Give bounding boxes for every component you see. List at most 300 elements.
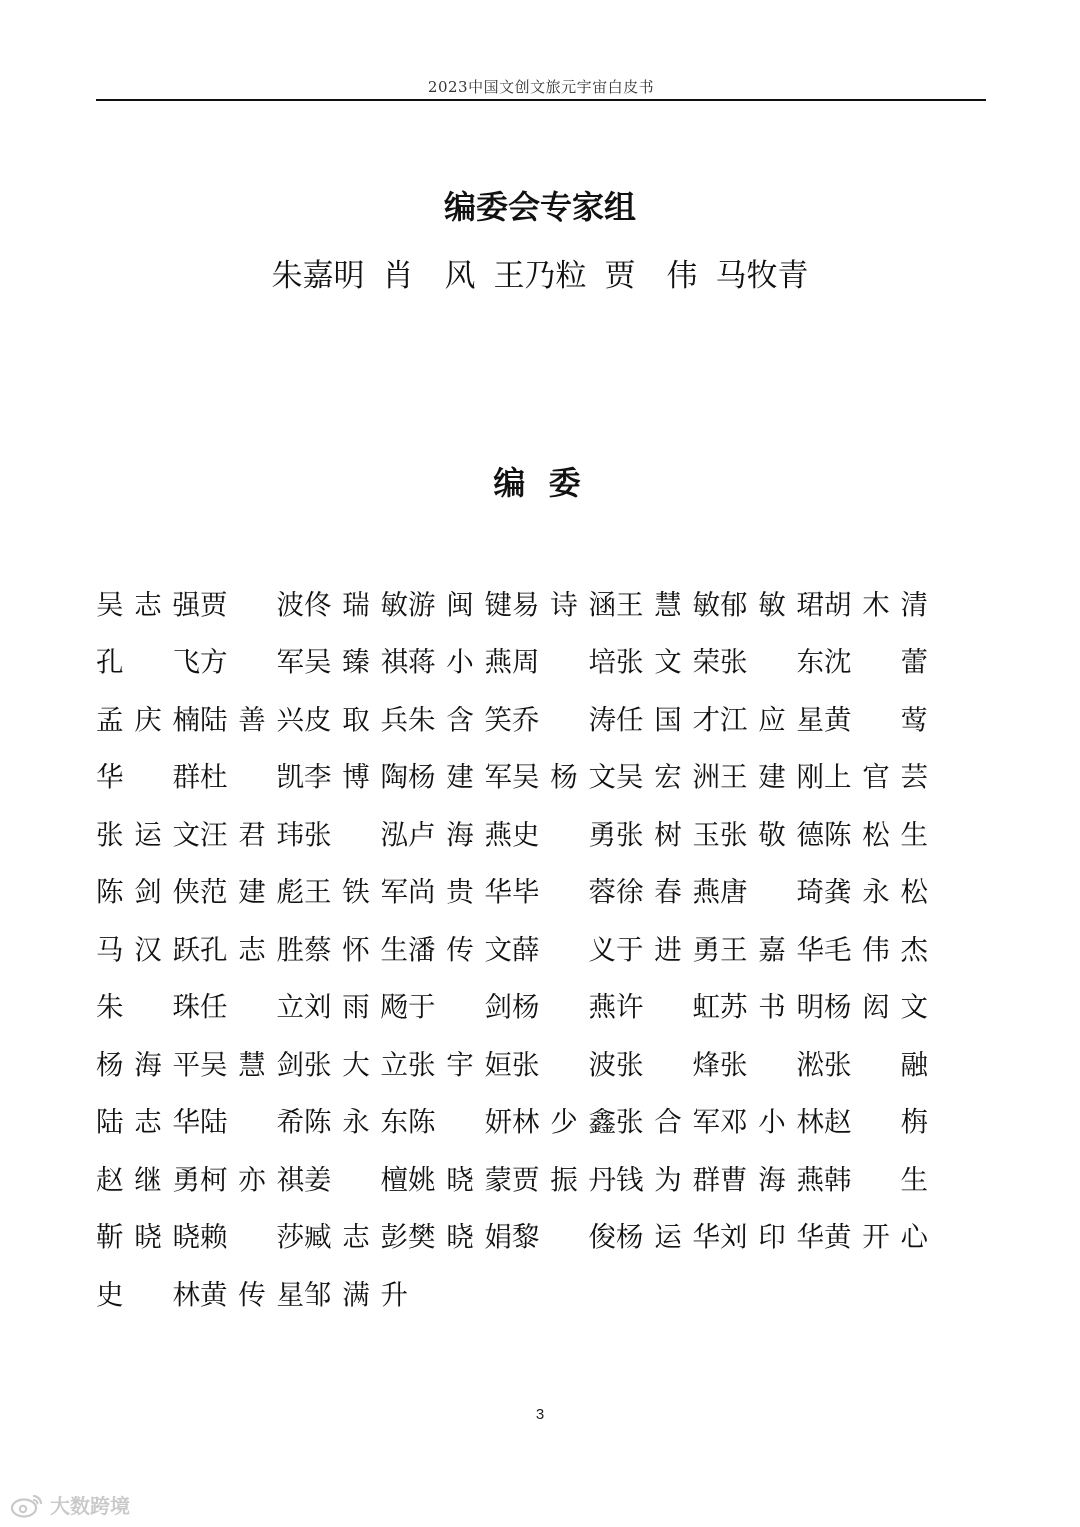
name-char: 杨 xyxy=(512,991,540,1024)
name-char: 黄 xyxy=(824,1221,852,1254)
committee-member-name xyxy=(512,1157,616,1197)
name-char: 慧 xyxy=(238,1048,266,1081)
committee-member-name xyxy=(200,639,304,679)
name-char: 娟 xyxy=(484,1221,512,1254)
name-char: 陈 xyxy=(408,1106,436,1139)
name-char: 继 xyxy=(134,1163,162,1196)
name-char: 杰 xyxy=(900,933,928,966)
running-header-title: 2023中国文创文旅元宇宙白皮书 xyxy=(427,78,655,96)
name-char: 文 xyxy=(484,933,512,966)
name-char: 运 xyxy=(654,1221,682,1254)
name-char: 闽 xyxy=(446,588,474,621)
name-char: 陈 xyxy=(304,1106,332,1139)
name-char: 张 xyxy=(408,1048,436,1081)
name-char: 孔 xyxy=(200,933,228,966)
name-char: 凯 xyxy=(276,761,304,794)
name-char: 张 xyxy=(616,1106,644,1139)
committee-member-name xyxy=(304,1157,408,1197)
committee-member-name xyxy=(720,1214,824,1254)
committee-member-name xyxy=(96,812,200,852)
name-char: 吴 xyxy=(616,761,644,794)
committee-member-name xyxy=(512,812,616,852)
name-char: 闳 xyxy=(862,991,890,1024)
name-char: 海 xyxy=(758,1163,786,1196)
watermark xyxy=(10,1490,130,1519)
committee-member-name xyxy=(96,927,200,967)
name-char: 群 xyxy=(172,761,200,794)
committee-member-name xyxy=(616,1214,720,1254)
name-char: 张 xyxy=(720,646,748,679)
committee-member-name xyxy=(408,927,512,967)
name-char: 陆 xyxy=(96,1106,124,1139)
name-char: 敏 xyxy=(758,588,786,621)
committee-member-name xyxy=(200,812,304,852)
name-char: 臻 xyxy=(342,646,370,679)
committee-member-name xyxy=(512,1042,616,1082)
committee-member-name xyxy=(720,1099,824,1139)
name-char: 怀 xyxy=(342,933,370,966)
committee-member-name xyxy=(408,754,512,794)
name-char: 泓 xyxy=(380,818,408,851)
committee-member-name xyxy=(824,812,928,852)
name-char: 黄 xyxy=(824,703,852,736)
name-char: 易 xyxy=(512,588,540,621)
name-char: 张 xyxy=(304,818,332,851)
committee-member-name xyxy=(720,869,824,909)
name-char: 含 xyxy=(446,703,474,736)
name-char: 俊 xyxy=(588,1221,616,1254)
name-char: 平 xyxy=(172,1048,200,1081)
name-char: 于 xyxy=(616,933,644,966)
name-char: 蕾 xyxy=(900,646,928,679)
name-char: 姚 xyxy=(408,1163,436,1196)
watermark-text: 大数跨境 xyxy=(50,1494,130,1518)
name-char: 涵 xyxy=(588,588,616,621)
member-row xyxy=(96,918,936,976)
name-char: 毛 xyxy=(824,933,852,966)
name-char: 杨 xyxy=(616,1221,644,1254)
name-char: 振 xyxy=(550,1163,578,1196)
name-char: 上 xyxy=(824,761,852,794)
name-char: 蒋 xyxy=(408,646,436,679)
name-char: 史 xyxy=(512,818,540,851)
name-char: 义 xyxy=(588,933,616,966)
name-char: 于 xyxy=(408,991,436,1024)
name-char: 嘉 xyxy=(758,933,786,966)
committee-member-name xyxy=(720,754,824,794)
name-char: 华 xyxy=(796,933,824,966)
name-char: 少 xyxy=(550,1106,578,1139)
name-char: 晓 xyxy=(134,1221,162,1254)
name-char: 薛 xyxy=(512,933,540,966)
name-char: 臧 xyxy=(304,1221,332,1254)
name-char: 军 xyxy=(380,876,408,909)
name-char: 蒙 xyxy=(484,1163,512,1196)
name-char: 满 xyxy=(342,1278,370,1311)
name-char: 建 xyxy=(758,761,786,794)
member-row xyxy=(96,803,936,861)
name-char: 敏 xyxy=(380,588,408,621)
name-char: 彭 xyxy=(380,1221,408,1254)
name-char: 强 xyxy=(172,588,200,621)
committee-member-name xyxy=(200,1042,304,1082)
committee-member-name xyxy=(824,869,928,909)
name-char: 诗 xyxy=(550,588,578,621)
name-char: 传 xyxy=(238,1278,266,1311)
committee-member-name xyxy=(304,1272,408,1312)
expert-name: 贾 伟 xyxy=(604,258,698,294)
name-char: 珠 xyxy=(172,991,200,1024)
committee-member-name xyxy=(512,927,616,967)
member-row xyxy=(96,976,936,1034)
name-char: 华 xyxy=(172,1106,200,1139)
name-char: 小 xyxy=(758,1106,786,1139)
name-char: 莎 xyxy=(276,1221,304,1254)
weibo-logo-icon xyxy=(10,1491,46,1519)
name-char: 游 xyxy=(408,588,436,621)
name-char: 星 xyxy=(796,703,824,736)
committee-member-name xyxy=(96,984,200,1024)
name-char: 波 xyxy=(588,1048,616,1081)
name-char: 赵 xyxy=(96,1163,124,1196)
name-char: 方 xyxy=(200,646,228,679)
expert-group-names xyxy=(0,250,1080,295)
committee-member-name xyxy=(408,582,512,622)
name-char: 军 xyxy=(692,1106,720,1139)
name-char: 笑 xyxy=(484,703,512,736)
name-char: 张 xyxy=(96,818,124,851)
committee-member-name xyxy=(616,697,720,737)
name-char: 皮 xyxy=(304,703,332,736)
name-char: 孔 xyxy=(96,646,124,679)
name-char: 升 xyxy=(380,1278,408,1311)
committee-member-name xyxy=(616,1157,720,1197)
committee-member-name xyxy=(616,582,720,622)
name-char: 华 xyxy=(484,876,512,909)
committee-member-name xyxy=(304,639,408,679)
name-char: 张 xyxy=(824,1048,852,1081)
name-char: 珺 xyxy=(796,588,824,621)
name-char: 晓 xyxy=(446,1221,474,1254)
name-char: 玉 xyxy=(692,818,720,851)
name-char: 刘 xyxy=(304,991,332,1024)
name-char: 潘 xyxy=(408,933,436,966)
name-char: 刘 xyxy=(720,1221,748,1254)
name-char: 朱 xyxy=(408,703,436,736)
committee-member-name xyxy=(408,697,512,737)
name-char: 赖 xyxy=(200,1221,228,1254)
name-char: 王 xyxy=(720,761,748,794)
name-char: 祺 xyxy=(276,1163,304,1196)
name-char: 生 xyxy=(900,818,928,851)
name-char: 邹 xyxy=(304,1278,332,1311)
name-char: 志 xyxy=(134,1106,162,1139)
name-char: 东 xyxy=(796,646,824,679)
name-char: 周 xyxy=(512,646,540,679)
name-char: 乔 xyxy=(512,703,540,736)
committee-member-name xyxy=(616,984,720,1024)
name-char: 任 xyxy=(616,703,644,736)
member-row xyxy=(96,688,936,746)
name-char: 佟 xyxy=(304,588,332,621)
name-char: 丹 xyxy=(588,1163,616,1196)
committee-member-name xyxy=(96,639,200,679)
name-char: 文 xyxy=(654,646,682,679)
name-char: 培 xyxy=(588,646,616,679)
name-char: 群 xyxy=(692,1163,720,1196)
name-char: 姜 xyxy=(304,1163,332,1196)
committee-member-name xyxy=(304,754,408,794)
member-row xyxy=(96,1033,936,1091)
name-char: 勇 xyxy=(172,1163,200,1196)
committee-member-name xyxy=(408,1042,512,1082)
name-char: 尚 xyxy=(408,876,436,909)
name-char: 志 xyxy=(134,588,162,621)
committee-member-name xyxy=(512,984,616,1024)
name-char: 文 xyxy=(900,991,928,1024)
committee-member-name xyxy=(200,984,304,1024)
name-char: 汪 xyxy=(200,818,228,851)
name-char: 马 xyxy=(96,933,124,966)
name-char: 贵 xyxy=(446,876,474,909)
name-char: 吴 xyxy=(304,646,332,679)
name-char: 善 xyxy=(238,703,266,736)
name-char: 慧 xyxy=(654,588,682,621)
name-char: 黄 xyxy=(200,1278,228,1311)
committee-member-name xyxy=(824,1157,928,1197)
name-char: 贾 xyxy=(512,1163,540,1196)
committee-member-name xyxy=(616,927,720,967)
committee-member-name xyxy=(720,1042,824,1082)
member-row xyxy=(96,746,936,804)
name-char: 博 xyxy=(342,761,370,794)
name-char: 清 xyxy=(900,588,928,621)
name-char: 松 xyxy=(900,876,928,909)
name-char: 玮 xyxy=(276,818,304,851)
name-char: 飞 xyxy=(172,646,200,679)
name-char: 军 xyxy=(276,646,304,679)
committee-member-name xyxy=(200,869,304,909)
name-char: 洲 xyxy=(692,761,720,794)
name-char: 兴 xyxy=(276,703,304,736)
name-char: 华 xyxy=(692,1221,720,1254)
name-char: 张 xyxy=(616,818,644,851)
name-char: 彪 xyxy=(276,876,304,909)
name-char: 王 xyxy=(616,588,644,621)
name-char: 海 xyxy=(134,1048,162,1081)
name-char: 希 xyxy=(276,1106,304,1139)
expert-name: 王乃粒 xyxy=(493,258,587,294)
name-char: 燕 xyxy=(796,1163,824,1196)
name-char: 木 xyxy=(862,588,890,621)
name-char: 汉 xyxy=(134,933,162,966)
name-char: 黎 xyxy=(512,1221,540,1254)
name-char: 杨 xyxy=(96,1048,124,1081)
name-char: 永 xyxy=(342,1106,370,1139)
name-char: 楠 xyxy=(172,703,200,736)
name-char: 剑 xyxy=(484,991,512,1024)
name-char: 海 xyxy=(446,818,474,851)
committee-member-name xyxy=(200,697,304,737)
committee-member-name xyxy=(720,639,824,679)
name-char: 燕 xyxy=(692,876,720,909)
name-char: 芸 xyxy=(900,761,928,794)
committee-member-name xyxy=(96,582,200,622)
committee-member-name xyxy=(720,697,824,737)
name-char: 剑 xyxy=(276,1048,304,1081)
name-char: 林 xyxy=(172,1278,200,1311)
name-char: 杨 xyxy=(550,761,578,794)
committee-member-name xyxy=(200,1157,304,1197)
committee-member-name xyxy=(304,869,408,909)
committee-member-name xyxy=(824,984,928,1024)
committee-member-name xyxy=(96,1214,200,1254)
committee-member-name xyxy=(512,639,616,679)
name-char: 张 xyxy=(720,818,748,851)
committee-member-name xyxy=(616,639,720,679)
expert-name: 肖 风 xyxy=(382,258,476,294)
name-char: 沈 xyxy=(824,646,852,679)
expert-name: 朱嘉明 xyxy=(271,258,365,294)
committee-member-name xyxy=(96,697,200,737)
name-char: 心 xyxy=(900,1221,928,1254)
name-char: 涛 xyxy=(588,703,616,736)
name-char: 贾 xyxy=(200,588,228,621)
committee-member-name xyxy=(616,754,720,794)
committee-member-name xyxy=(720,582,824,622)
name-char: 妍 xyxy=(484,1106,512,1139)
name-char: 林 xyxy=(796,1106,824,1139)
name-char: 勇 xyxy=(588,818,616,851)
committee-member-name xyxy=(824,927,928,967)
name-char: 晓 xyxy=(446,1163,474,1196)
name-char: 卢 xyxy=(408,818,436,851)
committee-member-name xyxy=(304,1042,408,1082)
name-char: 韩 xyxy=(824,1163,852,1196)
name-char: 传 xyxy=(446,933,474,966)
name-char: 立 xyxy=(380,1048,408,1081)
name-char: 志 xyxy=(238,933,266,966)
name-char: 胡 xyxy=(824,588,852,621)
committee-member-name xyxy=(304,984,408,1024)
name-char: 飏 xyxy=(380,991,408,1024)
committee-member-grid xyxy=(96,573,936,1321)
name-char: 文 xyxy=(172,818,200,851)
name-char: 书 xyxy=(758,991,786,1024)
committee-member-name xyxy=(304,812,408,852)
name-char: 陈 xyxy=(96,876,124,909)
committee-member-name xyxy=(200,1272,304,1312)
name-char: 许 xyxy=(616,991,644,1024)
name-char: 树 xyxy=(654,818,682,851)
name-char: 瑞 xyxy=(342,588,370,621)
name-char: 杨 xyxy=(824,991,852,1024)
name-char: 勇 xyxy=(692,933,720,966)
name-char: 邓 xyxy=(720,1106,748,1139)
name-char: 侠 xyxy=(172,876,200,909)
name-char: 范 xyxy=(200,876,228,909)
committee-member-name xyxy=(408,984,512,1024)
committee-member-name xyxy=(304,927,408,967)
name-char: 兵 xyxy=(380,703,408,736)
name-char: 樊 xyxy=(408,1221,436,1254)
committee-member-name xyxy=(824,754,928,794)
name-char: 钱 xyxy=(616,1163,644,1196)
name-char: 姮 xyxy=(484,1048,512,1081)
name-char: 建 xyxy=(446,761,474,794)
committee-member-name xyxy=(408,812,512,852)
committee-member-name xyxy=(616,1099,720,1139)
name-char: 徐 xyxy=(616,876,644,909)
committee-member-name xyxy=(408,869,512,909)
committee-member-name xyxy=(512,697,616,737)
committee-member-name xyxy=(96,1272,200,1312)
name-char: 琦 xyxy=(796,876,824,909)
name-char: 任 xyxy=(200,991,228,1024)
name-char: 宏 xyxy=(654,761,682,794)
name-char: 融 xyxy=(900,1048,928,1081)
name-char: 唐 xyxy=(720,876,748,909)
name-char: 星 xyxy=(276,1278,304,1311)
committee-title: 编 委 xyxy=(493,464,587,502)
name-char: 国 xyxy=(654,703,682,736)
name-char: 荣 xyxy=(692,646,720,679)
committee-member-name xyxy=(200,754,304,794)
name-char: 张 xyxy=(616,646,644,679)
committee-member-name xyxy=(720,812,824,852)
committee-member-name xyxy=(304,1214,408,1254)
name-char: 亦 xyxy=(238,1163,266,1196)
name-char: 毕 xyxy=(512,876,540,909)
name-char: 龚 xyxy=(824,876,852,909)
committee-member-name xyxy=(824,697,928,737)
name-char: 雨 xyxy=(342,991,370,1024)
name-char: 史 xyxy=(96,1278,124,1311)
member-row xyxy=(96,1206,936,1264)
name-char: 莺 xyxy=(900,703,928,736)
name-char: 敬 xyxy=(758,818,786,851)
name-char: 铁 xyxy=(342,876,370,909)
name-char: 蔡 xyxy=(304,933,332,966)
name-char: 淞 xyxy=(796,1048,824,1081)
name-char: 吴 xyxy=(96,588,124,621)
name-char: 生 xyxy=(900,1163,928,1196)
name-char: 取 xyxy=(342,703,370,736)
name-char: 燕 xyxy=(588,991,616,1024)
name-char: 赵 xyxy=(824,1106,852,1139)
committee-member-name xyxy=(824,582,928,622)
committee-member-name xyxy=(96,1042,200,1082)
committee-member-name xyxy=(200,1214,304,1254)
name-char: 檀 xyxy=(380,1163,408,1196)
member-row xyxy=(96,861,936,919)
committee-member-name xyxy=(720,1157,824,1197)
committee-member-name xyxy=(304,582,408,622)
committee-member-name xyxy=(200,1099,304,1139)
name-char: 生 xyxy=(380,933,408,966)
name-char: 华 xyxy=(96,761,124,794)
name-char: 朱 xyxy=(96,991,124,1024)
name-char: 敏 xyxy=(692,588,720,621)
committee-member-name xyxy=(408,639,512,679)
name-char: 伟 xyxy=(862,933,890,966)
name-char: 运 xyxy=(134,818,162,851)
committee-member-name xyxy=(512,1214,616,1254)
name-char: 官 xyxy=(862,761,890,794)
name-char: 华 xyxy=(796,1221,824,1254)
committee-member-name xyxy=(824,1099,928,1139)
name-char: 陈 xyxy=(824,818,852,851)
